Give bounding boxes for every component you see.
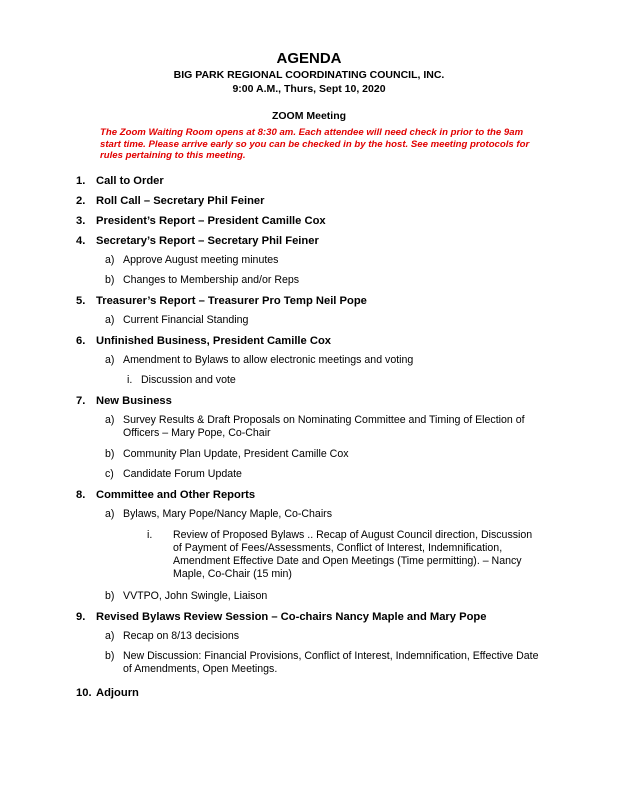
subitem-letter: c) — [105, 468, 114, 480]
subitem-text: Review of Proposed Bylaws .. Recap of August Council direction, Discussion of Payment of Fees/Assessments, Conflict of Interest, Indemnification, Amendment Effective Date and Open Meetings (Time permitting). – Nancy Maple, Co-Chair (15 min) — [173, 529, 533, 580]
subitem-text: Community Plan Update, President Camille Cox — [123, 448, 349, 460]
subitem-text: Discussion and vote — [141, 374, 236, 386]
subitem-letter: a) — [105, 414, 115, 426]
item-text: Secretary’s Report – Secretary Phil Feiner — [96, 235, 319, 247]
item-text: Committee and Other Reports — [96, 489, 256, 501]
subitem-roman: i. — [147, 529, 153, 541]
item-number: 4. — [76, 235, 86, 247]
item-number: 8. — [76, 489, 86, 501]
subitem-letter: b) — [105, 274, 115, 286]
item-text: Adjourn — [96, 687, 139, 699]
subitem-roman: i. — [127, 374, 133, 386]
item-number: 6. — [76, 335, 86, 347]
item-number: 10. — [76, 687, 92, 699]
organization-name: BIG PARK REGIONAL COORDINATING COUNCIL, INC. — [173, 69, 445, 81]
subitem-text: Survey Results & Draft Proposals on Nominating Committee and Timing of Election of Officers – Mary Pope, Co-Chair — [123, 414, 525, 439]
subitem-text: Current Financial Standing — [123, 314, 249, 326]
subitem-letter: a) — [105, 314, 115, 326]
item-number: 7. — [76, 395, 86, 407]
subitem-letter: b) — [105, 650, 115, 662]
subitem-text: Amendment to Bylaws to allow electronic meetings and voting — [123, 354, 414, 366]
subitem-text: VVTPO, John Swingle, Liaison — [123, 590, 268, 602]
item-number: 2. — [76, 195, 86, 207]
subitem-text: Changes to Membership and/or Reps — [123, 274, 300, 286]
item-text: Call to Order — [96, 175, 164, 187]
item-number: 3. — [76, 215, 86, 227]
subitem-letter: b) — [105, 590, 115, 602]
item-number: 1. — [76, 175, 86, 187]
item-text: Roll Call – Secretary Phil Feiner — [96, 195, 265, 207]
item-number: 9. — [76, 611, 86, 623]
subitem-letter: a) — [105, 354, 115, 366]
page-title: AGENDA — [276, 50, 342, 67]
item-text: President’s Report – President Camille Cox — [96, 215, 326, 227]
item-number: 5. — [76, 295, 86, 307]
meeting-type: ZOOM Meeting — [271, 110, 347, 122]
subitem-text: Candidate Forum Update — [123, 468, 242, 480]
subitem-letter: a) — [105, 630, 115, 642]
item-text: Treasurer’s Report – Treasurer Pro Temp Neil Pope — [96, 295, 367, 307]
subitem-letter: b) — [105, 448, 115, 460]
subitem-text: Bylaws, Mary Pope/Nancy Maple, Co-Chairs — [123, 508, 333, 520]
zoom-notice: The Zoom Waiting Room opens at 8:30 am. Each attendee will need check in prior to the 9am start time. Please arrive early so you can be checked in by the host. See meeting protocols for rules pertaining to this meeting. — [100, 127, 530, 162]
item-text: Revised Bylaws Review Session – Co-chairs Nancy Maple and Mary Pope — [96, 611, 487, 623]
subitem-text: Approve August meeting minutes — [123, 254, 279, 266]
meeting-datetime: 9:00 A.M., Thurs, Sept 10, 2020 — [232, 83, 386, 95]
subitem-text: New Discussion: Financial Provisions, Conflict of Interest, Indemnification, Effective Date of Amendments, Open Meetings. — [123, 650, 539, 675]
subitem-text: Recap on 8/13 decisions — [123, 630, 240, 642]
item-text: New Business — [96, 395, 172, 407]
subitem-letter: a) — [105, 508, 115, 520]
subitem-letter: a) — [105, 254, 115, 266]
item-text: Unfinished Business, President Camille Cox — [96, 335, 331, 347]
